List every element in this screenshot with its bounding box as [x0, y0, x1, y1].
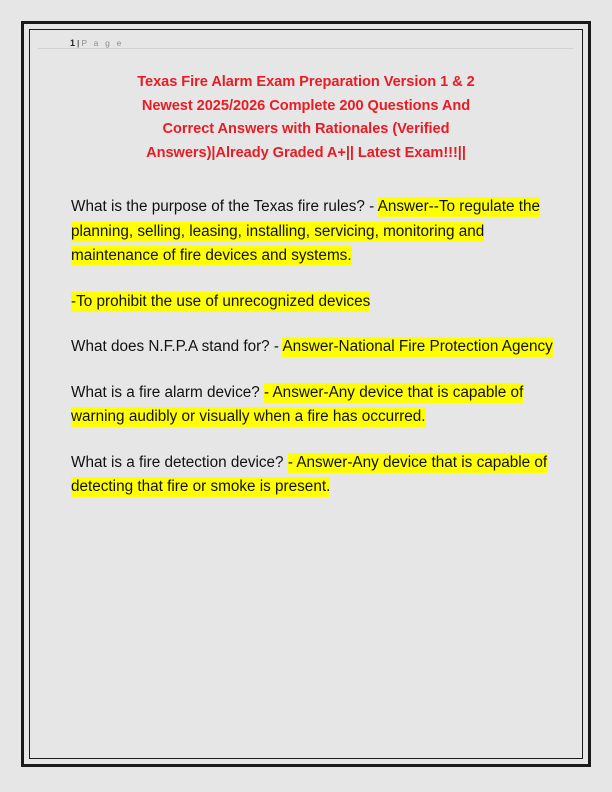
page-title — [58, 71, 554, 165]
title-line-2: Newest 2025/2026 Complete 200 Questions And — [141, 97, 471, 114]
qa-block — [71, 195, 570, 269]
qa-block — [71, 335, 570, 360]
question-text: What is a fire alarm device? — [71, 383, 264, 401]
answer-text: -To prohibit the use of unrecognized devices — [71, 292, 371, 310]
page-number: 1 — [70, 38, 76, 48]
page-header — [38, 34, 574, 49]
question-text: What is a fire detection device? — [71, 453, 288, 471]
answer-text: - Answer-Any device that is capable of detecting that fire or smoke is present. — [71, 453, 548, 495]
question-text: What is the purpose of the Texas fire rules? - — [71, 198, 378, 215]
qa-block — [71, 290, 570, 315]
qa-block — [71, 451, 570, 500]
answer-text: - Answer-Any device that is capable of warning audibly or visually when a fire has occurred. — [71, 383, 524, 425]
question-text: What does N.F.P.A stand for? - — [71, 338, 283, 355]
title-line-3: Correct Answers with Rationales (Verified — [162, 121, 450, 137]
page-content — [38, 34, 574, 750]
page-header-label: P a g e — [81, 38, 124, 48]
answer-text: Answer-National Fire Protection Agency — [282, 338, 553, 355]
qa-block — [71, 381, 570, 430]
title-line-1: Texas Fire Alarm Exam Preparation Version 1 & 2 — [137, 74, 475, 90]
title-line-4: Answers)|Already Graded A+|| Latest Exam!!!|| — [146, 144, 466, 161]
question-answer-list — [38, 195, 574, 500]
answer-text: Answer--To regulate the planning, selling, leasing, installing, servicing, monitoring and maintenance of fire devices and systems. — [71, 198, 541, 264]
page-header-separator: | — [77, 38, 80, 48]
